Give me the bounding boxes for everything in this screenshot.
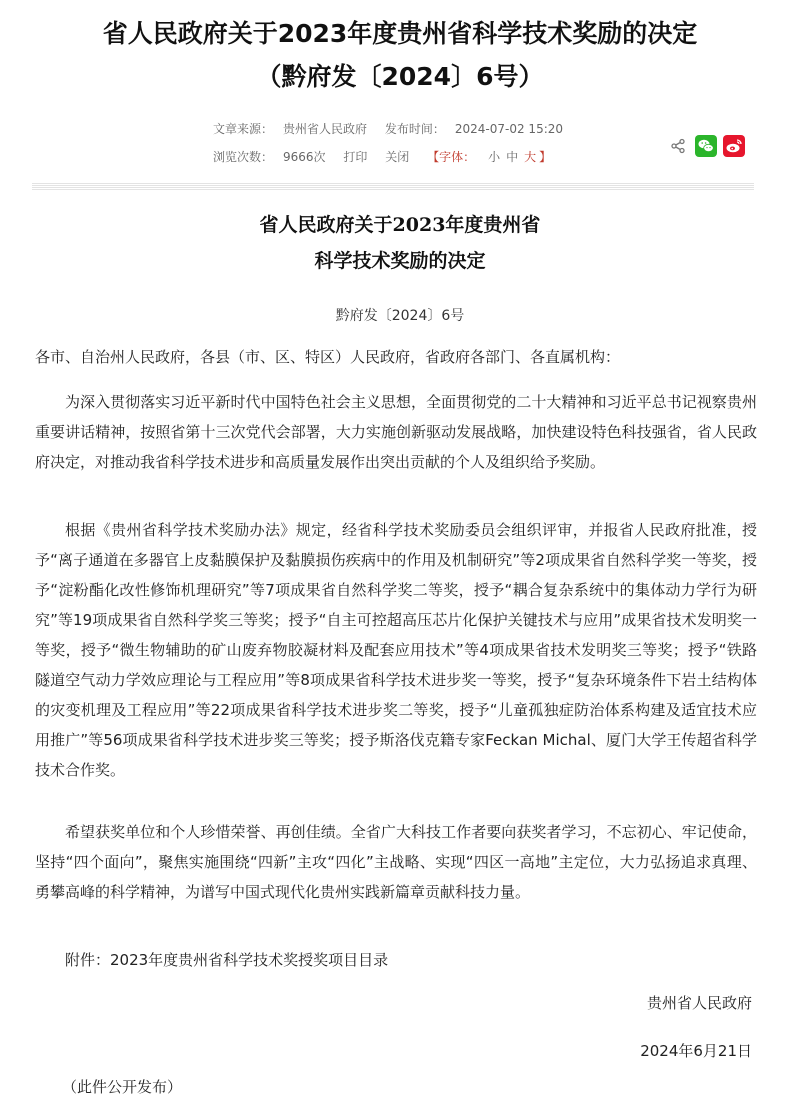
font-small-link[interactable]: 小	[488, 150, 501, 164]
close-link[interactable]: 关闭	[385, 150, 410, 164]
header-divider	[32, 182, 754, 190]
publish-time-label: 发布时间：	[384, 122, 445, 136]
article-meta-row1	[213, 121, 573, 137]
share-icon[interactable]	[667, 135, 689, 157]
publication-note: （此件公开发布）	[62, 1078, 183, 1096]
page-title-line1: 省人民政府关于2023年度贵州省科学技术奖励的决定	[102, 19, 698, 48]
views-label: 浏览次数：	[213, 150, 274, 164]
signature-organization: 贵州省人民政府	[646, 994, 752, 1012]
views-value: 9666次	[283, 150, 326, 164]
source-label: 文章来源：	[213, 122, 274, 136]
page-title-line2: （黔府发〔2024〕6号）	[256, 62, 544, 91]
print-link[interactable]: 打印	[343, 150, 368, 164]
paragraph-1: 为深入贯彻落实习近平新时代中国特色社会主义思想，全面贯彻党的二十大精神和习近平总书记视察贵州重要讲话精神，按照省第十三次党代会部署，大力实施创新驱动发展战略，加快建设特色科技强省，省人民政府决定，对推动我省科学技术进步和高质量发展作出突出贡献的个人及组织给予奖励。	[35, 393, 757, 471]
document-number: 黔府发〔2024〕6号	[335, 308, 465, 324]
font-large-link[interactable]: 大	[524, 150, 537, 164]
article-meta-row2	[213, 149, 571, 165]
font-size-bracket: 】	[539, 150, 552, 164]
signature-date: 2024年6月21日	[640, 1042, 752, 1060]
wechat-icon[interactable]	[695, 135, 717, 157]
font-size-label: 【字体：	[427, 150, 476, 164]
font-medium-link[interactable]: 中	[506, 150, 519, 164]
attachment-line: 附件：2023年度贵州省科学技术奖授奖项目目录	[65, 951, 389, 969]
document-title-line1: 省人民政府关于2023年度贵州省	[259, 214, 541, 236]
share-bar	[667, 135, 745, 157]
page-title	[0, 12, 800, 98]
publish-time-value: 2024-07-02 15:20	[454, 122, 564, 136]
document-title-line2: 科学技术奖励的决定	[314, 250, 486, 272]
source-value: 贵州省人民政府	[283, 122, 368, 136]
paragraph-2: 根据《贵州省科学技术奖励办法》规定，经省科学技术奖励委员会组织评审，并报省人民政府批准，授予“离子通道在多器官上皮黏膜保护及黏膜损伤疾病中的作用及机制研究”等2项成果省自然科学奖一等奖，授予“淀粉酯化改性修饰机理研究”等7项成果省自然科学奖二等奖，授予“耦合复杂系统中的集体动力学行为研究”等19项成果省自然科学奖三等奖；授予“自主可控超高压芯片化保护关键技术与应用”成果省技术发明奖一等奖，授予“微生物辅助的矿山废弃物胶凝材料及配套应用技术”等4项成果省技术发明奖三等奖；授予“铁路隧道空气动力学效应理论与工程应用”等8项成果省科学技术进步奖一等奖，授予“复杂环境条件下岩土结构体的灾变机理及工程应用”等22项成果省科学技术进步奖二等奖，授予“儿童孤独症防治体系构建及适宜技术应用推广”等56项成果省科学技术进步奖三等奖；授予斯洛伐克籍专家Feckan Michal、厦门大学王传超省科学技术合作奖。	[35, 521, 757, 779]
font-size-control	[427, 150, 561, 164]
weibo-icon[interactable]	[723, 135, 745, 157]
paragraph-3: 希望获奖单位和个人珍惜荣誉、再创佳绩。全省广大科技工作者要向获奖者学习，不忘初心、牢记使命，坚持“四个面向”，聚焦实施围绕“四新”主攻“四化”主战略、实现“四区一高地”主定位，大力弘扬追求真理、勇攀高峰的科学精神，为谱写中国式现代化贵州实践新篇章贡献科技力量。	[35, 823, 757, 901]
salutation: 各市、自治州人民政府，各县（市、区、特区）人民政府，省政府各部门、各直属机构：	[35, 348, 621, 366]
document-title	[0, 207, 800, 279]
